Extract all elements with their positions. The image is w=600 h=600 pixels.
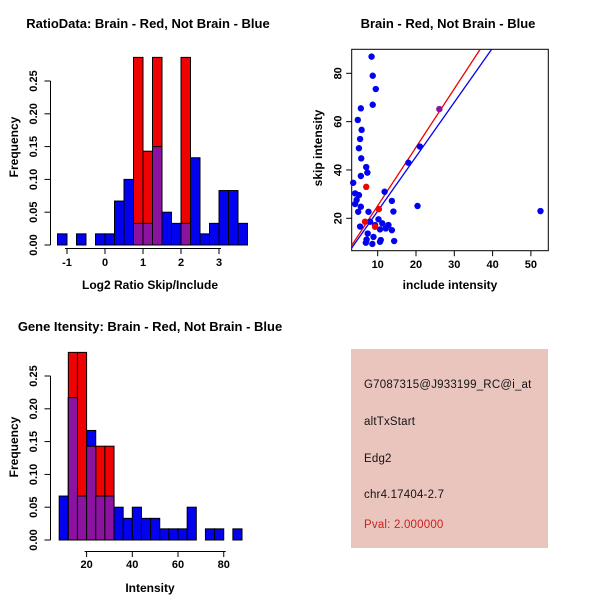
scatter-point-blue [368,53,374,59]
ratio-hist-xlabel: Log2 Ratio Skip/Include [81,278,218,292]
x-tick-label: 20 [80,559,93,571]
scatter-xlabel: include intensity [402,278,498,292]
hist-bar-blue [233,529,242,540]
y-tick-label: 20 [332,212,345,225]
scatter-point-blue [378,237,384,243]
hist-bar-blue [123,518,132,540]
y-tick-label: 0.20 [28,103,40,125]
scatter-point-blue [417,143,423,149]
x-tick-label: 1 [139,257,147,269]
scatter-point-blue [355,209,361,215]
y-tick-label: 0.25 [28,70,40,92]
scatter-ylabel: skip intensity [311,109,325,187]
scatter-point-blue [370,234,376,240]
gene-hist-xlabel: Intensity [125,581,175,595]
x-tick-label: 3 [215,257,223,269]
x-tick-label: 20 [409,259,423,271]
x-tick-label: 2 [177,257,185,269]
scatter-point-blue [352,201,358,207]
ratio-hist-ylabel: Frequency [7,116,21,178]
x-tick-label: 80 [217,559,230,571]
scatter-point-blue [358,127,364,133]
y-tick-label: 60 [332,115,345,128]
scatter-title: Brain - Red, Not Brain - Blue [360,16,536,31]
x-tick-label: 30 [448,259,461,271]
hist-bar-overlap [134,223,144,245]
scatter-point-blue [389,227,395,233]
scatter-point-blue [381,189,387,195]
scatter-point-purple [436,106,442,112]
y-tick-label: 0.05 [28,201,40,223]
scatter-point-blue [358,173,364,179]
scatter-point-blue [390,208,396,214]
hist-bar-red [134,57,144,245]
hist-bar-blue [191,158,201,245]
x-tick-label: 0 [101,257,109,269]
hist-bar-blue [141,518,150,540]
x-tick-label: 50 [524,259,538,271]
hist-bar-blue [238,223,248,245]
scatter-point-blue [350,180,356,186]
hist-bar-blue [105,234,115,245]
scatter-point-blue [356,145,362,151]
scatter-point-blue [355,117,361,123]
scatter-point-blue [369,241,375,247]
y-tick-label: 80 [332,67,345,80]
scatter-point-blue [391,238,397,244]
probe-id-text: G7087315@J933199_RC@i_at [364,379,532,391]
hist-bar-overlap [68,398,77,540]
fit-line-red [352,49,480,245]
scatter-point-blue [357,223,363,229]
scatter-point-red [362,218,368,224]
hist-bar-blue [187,507,196,540]
x-tick-label: 10 [371,259,384,271]
scatter-point-blue [365,209,371,215]
hist-bar-overlap [87,446,96,540]
scatter-point-red [372,224,378,230]
y-tick-label: 0.10 [28,463,40,486]
scatter-point-blue [364,169,370,175]
hist-bar-blue [58,234,68,245]
hist-bar-blue [59,496,68,540]
gene-hist-title: Gene Itensity: Brain - Red, Not Brain - Blue [17,319,283,334]
hist-bar-blue [210,223,220,245]
y-tick-label: 0.15 [28,135,40,158]
scatter-point-blue [405,160,411,166]
hist-bar-blue [160,529,169,540]
ratio-hist-title: RatioData: Brain - Red, Not Brain - Blue [26,16,270,31]
scatter-point-blue [383,225,389,231]
locus-text: chr4.17404-2.7 [364,489,445,501]
x-tick-label: 60 [171,559,185,571]
hist-bar-blue [178,529,187,540]
y-tick-label: 0.15 [28,430,40,453]
hist-bar-blue [114,507,123,540]
hist-bar-blue [169,529,178,540]
hist-bar-blue [77,234,87,245]
y-tick-label: 0.00 [28,529,40,551]
y-tick-label: 0.05 [28,496,40,518]
hist-bar-blue [132,507,141,540]
hist-bar-overlap [77,496,86,540]
pval-text: Pval: 2.000000 [364,519,444,531]
hist-bar-blue [215,529,224,540]
hist-bar-blue [115,201,125,245]
x-tick-label: -1 [62,257,72,269]
y-tick-label: 0.25 [28,365,40,387]
hist-bar-blue [200,234,210,245]
hist-bar-red [181,57,191,245]
scatter-point-blue [363,164,369,170]
gene-name-text: Edg2 [364,453,392,465]
hist-bar-blue [172,223,182,245]
scatter-point-blue [537,208,543,214]
hist-bar-overlap [143,223,153,245]
scatter-point-red [376,206,382,212]
hist-bar-blue [151,518,160,540]
scatter-point-blue [370,73,376,79]
scatter-point-blue [358,155,364,161]
scatter-point-blue [365,230,371,236]
hist-bar-blue [162,212,172,245]
hist-bar-blue [219,191,229,245]
y-tick-label: 0.00 [28,234,40,256]
x-tick-label: 40 [486,259,499,271]
gene-info-panel [351,349,548,548]
y-tick-label: 0.10 [28,168,40,191]
y-tick-label: 40 [332,163,345,177]
scatter-point-blue [370,102,376,108]
gene-hist-ylabel: Frequency [7,416,21,478]
hist-bar-overlap [96,496,105,540]
scatter-point-red [363,184,369,190]
hist-bar-blue [124,179,134,245]
x-tick-label: 40 [126,559,139,571]
hist-bar-blue [205,529,214,540]
hist-bar-blue [96,234,106,245]
scatter-point-blue [363,240,369,246]
scatter-point-blue [414,203,420,209]
hist-bar-overlap [153,147,163,245]
scatter-point-blue [389,198,395,204]
hist-bar-overlap [181,223,191,245]
hist-bar-blue [229,191,239,245]
scatter-point-blue [358,105,364,111]
scatter-point-blue [373,86,379,92]
y-tick-label: 0.20 [28,398,40,420]
scatter-point-blue [357,136,363,142]
event-type-text: altTxStart [364,416,416,428]
hist-bar-overlap [105,496,114,540]
